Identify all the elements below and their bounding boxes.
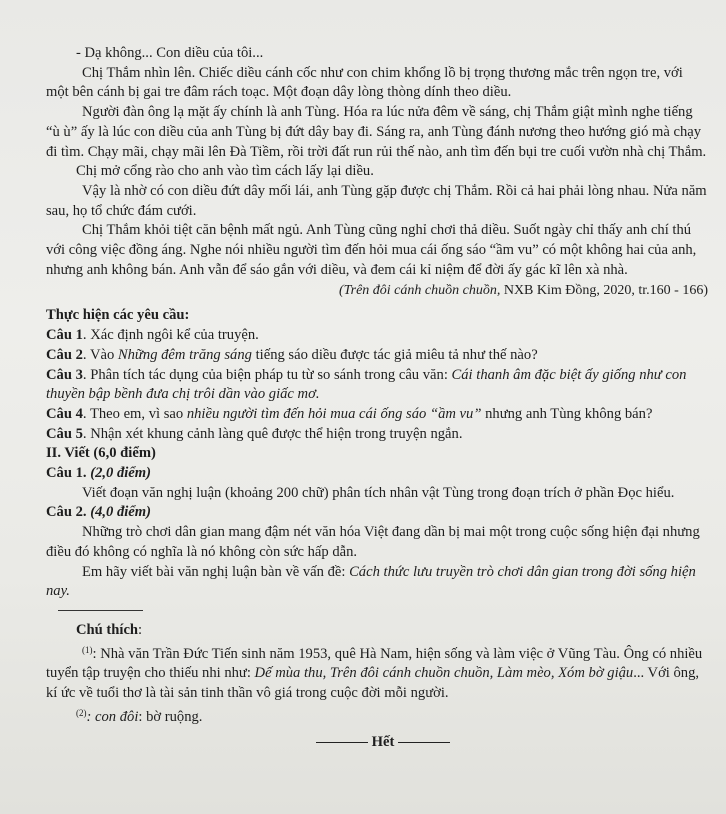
question-1-label: Câu 1 — [46, 327, 83, 344]
note-1-post: ... Với ông, kí ức về tuổi thơ là tài sản tinh thần vô giá trong cuộc đời mỗi người. — [46, 665, 700, 702]
requirements-heading: Thực hiện các yêu cầu: — [46, 307, 190, 324]
question-4-post: nhưng anh Tùng không bán? — [481, 405, 653, 422]
end-marker — [58, 734, 708, 751]
question-1 — [46, 326, 708, 346]
writing-q1-score: (2,0 điểm) — [90, 465, 151, 482]
writing-question-1-heading — [46, 464, 708, 484]
note-1-italic: Dế mùa thu, Trên đôi cánh chuồn chuồn, Làm mèo, Xóm bờ giậu — [254, 665, 634, 682]
end-dash-right — [398, 742, 450, 743]
question-4-italic: nhiều người tìm đến hỏi mua cái ống sáo “ầm vu” — [186, 405, 482, 422]
question-4 — [46, 405, 708, 425]
source-publisher: NXB Kim Đồng, 2020, tr.160 - 166) — [500, 283, 708, 299]
story-paragraph-6: Chị Thắm khỏi tiệt căn bệnh mất ngủ. Anh Tùng cũng nghỉ chơi thả diều. Suốt ngày chỉ thấy anh chí thú với công việc đồng áng. Nghe nói nhiều người tìm đến hỏi mua cái ống sáo “ầm vu” có một không hai của anh, nhưng anh không bán. Anh vẫn để sáo gắn với diều, và đem cái kỉ niệm để đời ấy gác kĩ lên xà nhà. — [46, 222, 697, 278]
writing-q2-topic: Cách thức lưu truyền trò chơi dân gian trong đời sống hiện nay. — [46, 563, 696, 600]
question-2-pre: . Vào — [82, 346, 118, 363]
note-2-mark: (2) — [76, 707, 87, 718]
story-paragraph-4: Chị mở cổng rào cho anh vào tìm cách lấy lại diều. — [76, 163, 374, 180]
question-3-label: Câu 3 — [46, 366, 83, 383]
question-5 — [46, 425, 708, 445]
question-1-text: . Xác định ngôi kể của truyện. — [82, 327, 259, 344]
question-2 — [46, 346, 708, 366]
question-3-pre: . Phân tích tác dụng của biện pháp tu từ so sánh trong câu văn: — [82, 366, 452, 383]
notes-divider — [58, 610, 143, 611]
writing-question-2-text: Những trò chơi dân gian mang đậm nét văn hóa Việt đang dần bị mai một trong cuộc sống hiện đại nhưng điều đó không có nghĩa là nó không còn sức hấp dẫn. — [46, 524, 700, 560]
note-2-post: : bờ ruộng. — [138, 708, 203, 725]
question-2-post: tiếng sáo diều được tác giả miêu tả như thế nào? — [251, 346, 538, 363]
question-5-label: Câu 5 — [46, 425, 83, 442]
question-5-text: . Nhận xét khung cảnh làng quê được thể hiện trong truyện ngắn. — [82, 425, 463, 442]
question-2-italic: Những đêm trăng sáng — [117, 346, 252, 363]
question-3-italic: Cái thanh âm đặc biệt ấy giống như con thuyền bập bềnh đưa chị trôi dần vào giấc mơ. — [46, 366, 687, 403]
end-dash-left — [316, 742, 368, 743]
notes-heading-colon: : — [138, 621, 143, 638]
note-2 — [58, 704, 708, 728]
writing-question-2-prompt — [46, 563, 708, 602]
question-2-label: Câu 2 — [46, 346, 83, 363]
note-1 — [46, 641, 708, 704]
writing-heading: II. Viết (6,0 điểm) — [46, 445, 156, 462]
writing-q2-label: Câu 2. — [46, 504, 87, 521]
end-text: Hết — [371, 733, 395, 750]
story-paragraph-3: Người đàn ông lạ mặt ấy chính là anh Tùng. Hóa ra lúc nửa đêm về sáng, chị Thắm giật mình nghe tiếng “ù ù” ấy là lúc con diều của anh Tùng bị đứt dây bay đi. Sáng ra, anh Tùng đánh nương theo hướng gió mà chạy đi tìm. Chạy mãi, chạy mãi lên Đà Tiềm, rồi trời đất run rủi thế nào, anh tìm đến bụi tre cuối vườn nhà chị Thắm. — [46, 104, 707, 160]
story-paragraph-1: - Dạ không... Con diều của tôi... — [76, 45, 264, 61]
note-1-pre: : Nhà văn Trần Đức Tiến sinh năm 1953, quê Hà Nam, hiện sống và làm việc ở Vũng Tàu. Ông có nhiều tuyển tập truyện cho thiếu nhi như: — [46, 645, 703, 682]
writing-q2-score: (4,0 điểm) — [90, 504, 151, 521]
writing-question-1-text: Viết đoạn văn nghị luận (khoảng 200 chữ) phân tích nhân vật Tùng trong đoạn trích ở phần Đọc hiểu. — [82, 484, 675, 501]
notes-heading — [58, 621, 708, 641]
note-1-mark: (1) — [82, 644, 93, 655]
notes-heading-text: Chú thích — [76, 621, 139, 638]
writing-q2-prompt-text: Em hãy viết bài văn nghị luận bàn về vấn đề: — [82, 563, 350, 580]
question-4-label: Câu 4 — [46, 405, 83, 422]
question-4-pre: . Theo em, vì sao — [82, 405, 187, 422]
question-3 — [46, 366, 708, 405]
note-2-italic: : con đôi — [86, 708, 139, 725]
writing-q1-label: Câu 1. — [46, 465, 87, 482]
source-title: (Trên đôi cánh chuồn chuồn, — [338, 283, 501, 299]
story-paragraph-5: Vậy là nhờ có con diều đứt dây mối lái, anh Tùng gặp được chị Thắm. Rồi cả hai phải lòng nhau. Nửa năm sau, họ tổ chức đám cưới. — [46, 182, 707, 219]
writing-question-2-heading — [46, 503, 708, 523]
story-paragraph-2: Chị Thắm nhìn lên. Chiếc diều cánh cốc như con chim khổng lồ bị trọng thương mắc trên ngọn tre, với một bên cánh bị gai tre đâm rách toạc. Một đoạn dây lòng thòng dính theo diều. — [46, 64, 683, 101]
source-citation — [58, 281, 708, 300]
